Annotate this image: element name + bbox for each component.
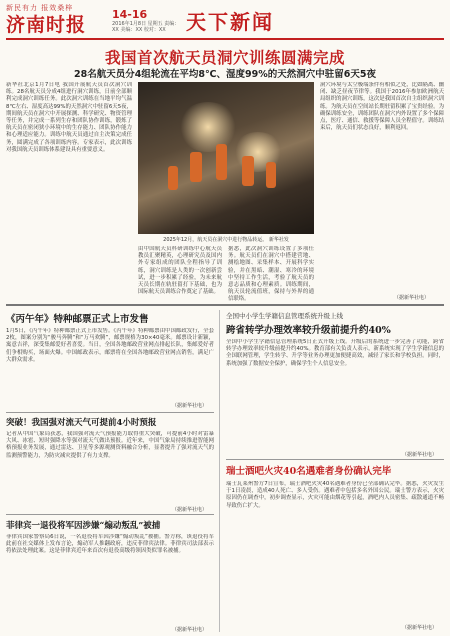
article-body-stamp: 1月5日，《丙午年》特种邮票正式上市发售。《丙午年》特种邮票由中国邮政发行，全套2枚，图案分别为“骏马奔腾”和“万马欢腾”，邮票规格为30×40毫米。邮票设计新颖，寓意吉祥，深受集邮爱好者喜爱。当日，全国各地邮政营业网点排起长队，集邮爱好者们争相购买，场面火爆。中国邮政表示，邮票将在全国各地邮政营业网点销售，满足广大群众需求。 (6, 328, 214, 363)
article-body-swiss-fire: 瑞士瓦莱州警方7日宣布，瑞士酒吧火灾40名遇难者身份已全部确认完毕。据悉，火灾发生于1日凌晨，造成40人死亡、多人受伤。遇难者中包括多名外国公民。瑞士警方表示，火灾原因仍在调查中，初步调查显示，火灾可能由烟花等引起，酒吧内人员密集、疏散通道不畅导致伤亡扩大。 (226, 481, 444, 509)
article-body-school: 全国中小学生学籍信息管理系统5日正式升级上线。升级后的系统进一步完善了功能，跨省转学办理效率较升级前提升约40%。教育部有关负责人表示，新系统实现了学生学籍信息的全国联网管理，学生转学、升学等业务办理更加便捷高效，减轻了家长和学校负担。同时，系统加强了数据安全保护，确保学生个人信息安全。 (226, 339, 444, 367)
article-headline-stamp: 《丙午年》特种邮票正式上市发售 (6, 314, 149, 325)
lead-photo (138, 82, 314, 234)
article-source-swiss-fire: （据新华社电） (402, 625, 438, 631)
article-headline-school: 跨省转学办理效率较升级前提升约40% (226, 325, 391, 336)
article-headline-swiss-fire: 瑞士酒吧火灾40名遇难者身份确认完毕 (226, 466, 392, 477)
lead-body-col4: 洞穴环境与太空极端条件有相似之处，比如隔离、幽闭、缺乏昼夜节律等。我国于2016年参加欧洲航天局组织的洞穴训练，这次是我国首次自主组织洞穴训练。为航天员在空间站长期驻留积累了宝贵经验。为确保训练安全，训练团队在洞穴内外设置了多个保障点，医疗、通信、救援等保障人员全程值守。训练结束后，航天员们状态良好，顺利返回。 (320, 82, 444, 132)
lead-body-col3: 据悉，此次洞穴训练设置了多项任务。航天员们在洞穴中搭建营地、测绘地图、采集样本、开展科学实验，并在黑暗、潮湿、寒冷的环境中坚持工作生活，考验了航天员的意志品质和心理素质。训练期间，航天员轮流值班，保持与外界的通信联络。 (228, 246, 314, 302)
photo-caption: 2025年12月，航天员在洞穴中进行物品转运。 新华社发 (163, 237, 289, 243)
article-body-philippines: 菲律宾国家警察局6日说，一名退役将军因涉嫌“煽动叛乱”被捕。警方称，该退役将军此前在社交媒体上发布言论，煽动军人推翻政府，违反菲律宾法律。菲律宾司法部表示将依法处理此案。这是菲律宾近年来首次有退役高级将领因类似罪名被捕。 (6, 534, 214, 555)
section-divider (6, 304, 444, 306)
page-number: 14-16 (112, 8, 148, 21)
lead-headline: 我国首次航天员洞穴训练圆满完成 (104, 48, 345, 67)
article-body-weather: 记者从中国气象局获悉，我国强对流天气预报能力取得重大突破，可提前4小时对雷暴大风、冰雹、短时强降水等强对流天气做出预报。近年来，中国气象局持续推进智能网格预报业务发展，通过雷达、卫星等多源观测资料融合分析，显著提升了强对流天气的监测预警能力，为防灾减灾提供了有力支撑。 (6, 431, 214, 459)
article-headline-philippines: 菲律宾一退役将军因涉嫌“煽动叛乱”被捕 (6, 521, 161, 531)
masthead-slogan: 新民有力 报效桑梓 (6, 4, 74, 12)
section-title: 天下新闻 (186, 10, 274, 34)
article-divider (226, 459, 444, 460)
article-source-philippines: （据新华社电） (172, 627, 208, 633)
lead-body-col2: 由中国航天员科研训练中心航天员教员汇聚精英，心理研究员及国内外专家组成的团队全程指导了训练，洞穴训练是人类的一次创新尝试，进一步积累了经验，为未来航天员长期在轨驻留打下基础，也为国际航天员训练合作奠定了基础。 (138, 246, 222, 296)
article-headline-weather: 突破！我国强对流天气可提前4小时预报 (6, 418, 157, 428)
lead-body-col1: 新华社北京1月7日电 我国开展航天员首次洞穴训练。28名航天员分成4组进行洞穴训练，日前全部顺利完成洞穴训练任务。此次洞穴训练在当地平均气温8℃左右、湿度高达99%的天然洞穴中驻留6天5夜，期间航天员在洞穴中开展探测、科学研究、物资管理等任务，并完成一系列生存和团队协作训练，锻炼了航天员在密闭狭小环境中的生存能力、团队协作能力和心理适应能力。训练中航天员通过自主决策完成任务，圆满完成了各项训练内容。专家表示，此次训练对我国航天员训练体系建设具有重要意义。 (6, 82, 132, 153)
masthead (0, 0, 450, 40)
article-divider (6, 412, 214, 413)
article-source-stamp: （据新华社电） (172, 403, 208, 409)
article-source-school: （据新华社电） (402, 452, 438, 458)
issue-date: 2016年1月8日 星期五 责编：XX 美编：XX 校对：XX (112, 21, 180, 33)
newspaper-logo: 济南时报 (6, 14, 87, 36)
masthead-rule (6, 38, 444, 40)
lead-subheadline: 28名航天员分4组轮流在平均8℃、湿度99%的天然洞穴中驻留6天5夜 (74, 69, 376, 80)
column-divider (219, 310, 220, 632)
lead-source: （据新华社电） (394, 295, 430, 301)
article-divider (6, 514, 214, 515)
article-kicker-school: 全国中小学生学籍信息管理系统升级上线 (226, 312, 343, 320)
article-source-weather: （据新华社电） (172, 507, 208, 513)
